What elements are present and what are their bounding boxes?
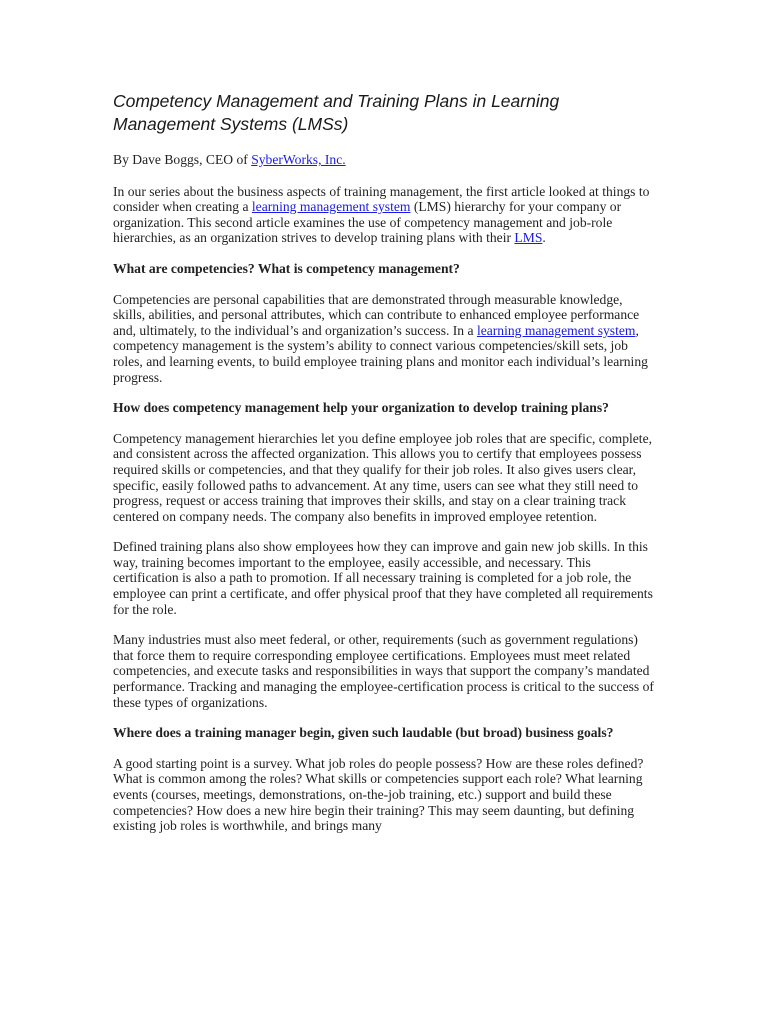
- competencies-text-b: , competency management is the system’s ability to connect various competencies/skill sets, job roles, and learning events, to build employee training plans and monitor each individual’s learning progress.: [113, 322, 648, 385]
- learning-management-system-link[interactable]: learning management system: [251, 199, 411, 215]
- intro-paragraph: [113, 184, 658, 246]
- intro-text-b: (LMS) hierarchy for your company or organization. This second article examines the use of competency management and job-role hierarchies, as an organization strives to develop training plans with their: [113, 199, 622, 246]
- heading-training-manager: Where does a training manager begin, given such laudable (but broad) business goals?: [113, 725, 614, 741]
- syberworks-link[interactable]: SyberWorks, Inc.: [251, 152, 346, 167]
- byline-text: By Dave Boggs, CEO of: [113, 152, 252, 167]
- heading-competencies: What are competencies? What is competency management?: [113, 260, 460, 276]
- competencies-paragraph: [113, 292, 658, 386]
- competencies-text-a: Competencies are personal capabilities that are demonstrated through measurable knowledge, skills, abilities, and personal attributes, which can contribute to enhanced employee performance and, ultimately, to the individual’s and organization’s success. In a: [113, 291, 640, 338]
- lms-link[interactable]: LMS: [514, 230, 543, 246]
- intro-text-c: .: [542, 230, 546, 246]
- survey-paragraph: A good starting point is a survey. What job roles do people possess? How are these roles defined? What is common among the roles? What skills or competencies support each role? What learning events (courses, meetings, demonstrations, on-the-job training, etc.) support and build these competencies? How does a new hire begin their training? This may seem daunting, but defining existing job roles is worthwhile, and brings many: [113, 755, 644, 834]
- intro-text-a: In our series about the business aspects of training management, the first article looked at things to consider when creating a: [113, 183, 650, 215]
- hierarchies-paragraph: Competency management hierarchies let you define employee job roles that are specific, complete, and consistent across the affected organization. This allows you to certify that employees possess required skills or competencies, and that they qualify for their job roles. It also gives users clear, specific, easily followed paths to advancement. At any time, users can see what they still need to progress, request or access training that improves their skills, and stay on a clear training track centered on company needs. The company also benefits in improved employee retention.: [113, 430, 653, 524]
- byline: [113, 152, 658, 168]
- learning-management-system-link-2[interactable]: learning management system: [476, 322, 636, 338]
- defined-plans-paragraph: Defined training plans also show employees how they can improve and gain new job skills. In this way, training becomes important to the employee, easily accessible, and necessary. This certification is also a path to promotion. If all necessary training is completed for a job role, the employee can print a certificate, and offer physical proof that they have completed all requirements for the role.: [113, 539, 653, 617]
- article-title: Competency Management and Training Plans in Learning Management Systems (LMSs): [113, 91, 560, 134]
- heading-training-plans: How does competency management help your organization to develop training plans?: [113, 400, 609, 416]
- industries-paragraph: Many industries must also meet federal, or other, requirements (such as government regulations) that force them to require corresponding employee certifications. Employees must meet related competencies, and execute tasks and responsibilities in ways that support the company’s mandated performance. Tracking and managing the employee-certification process is critical to the success of these types of organizations.: [113, 632, 654, 710]
